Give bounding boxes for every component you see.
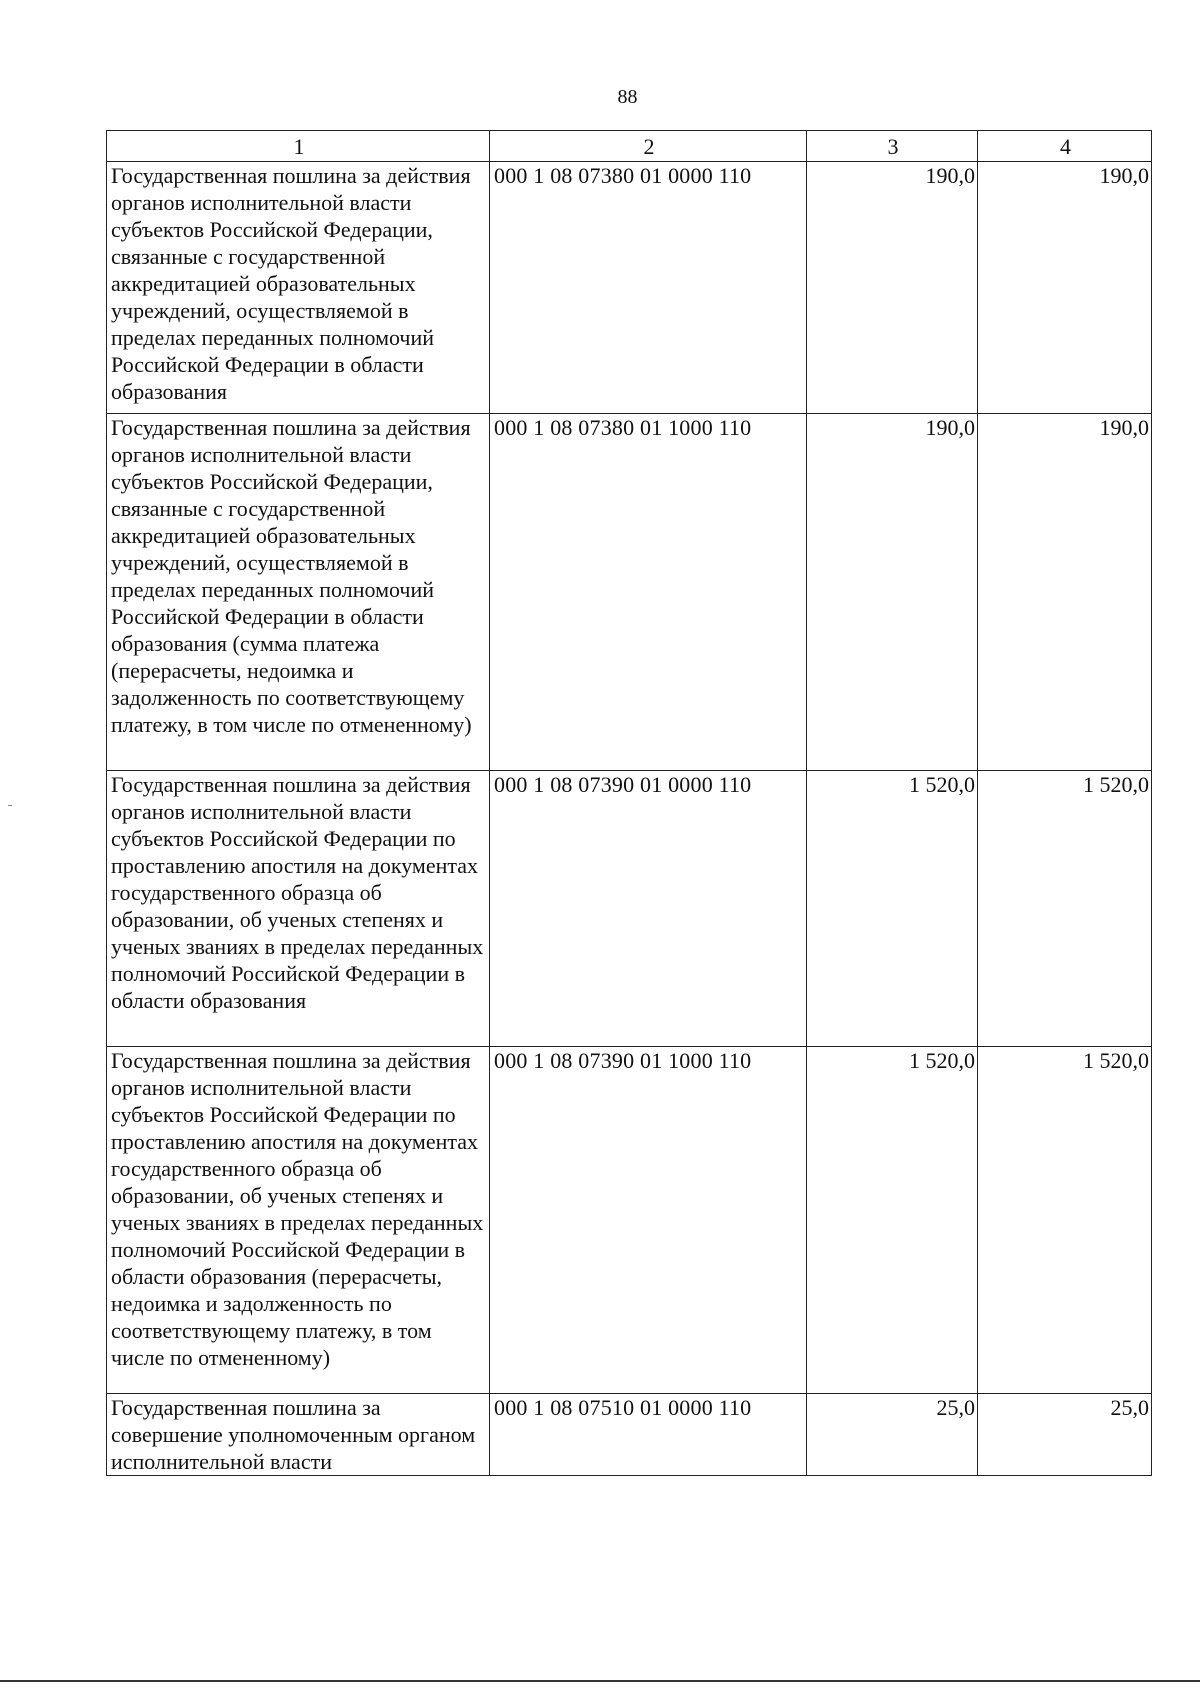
row-value-col4: 1 520,0 (978, 1047, 1152, 1394)
page-number: 88 (617, 86, 638, 108)
row-value-col3: 1 520,0 (807, 1047, 978, 1394)
table-header-row (107, 131, 1152, 162)
table-row (107, 1394, 1152, 1476)
scan-artifact (8, 805, 12, 806)
column-header-3: 3 (807, 131, 978, 162)
row-code: 000 1 08 07510 01 0000 110 (490, 1394, 807, 1476)
row-value-col4: 190,0 (978, 414, 1152, 771)
row-value-col3: 190,0 (807, 414, 978, 771)
row-description: Государственная пошлина за совершение уполномоченным органом исполнительной власти (107, 1394, 490, 1476)
table-row (107, 162, 1152, 414)
column-header-2: 2 (490, 131, 807, 162)
row-value-col4: 25,0 (978, 1394, 1152, 1476)
table-row (107, 771, 1152, 1047)
budget-table (106, 130, 1152, 1476)
row-value-col3: 25,0 (807, 1394, 978, 1476)
row-code: 000 1 08 07390 01 0000 110 (490, 771, 807, 1047)
row-value-col3: 1 520,0 (807, 771, 978, 1047)
column-header-4: 4 (978, 131, 1152, 162)
row-description: Государственная пошлина за действия органов исполнительной власти субъектов Российской Федерации, связанные с государственной аккредитацией образовательных учреждений, осуществляемой в пределах переданных полномочий Российской Федерации в области образования (сумма платежа (перерасчеты, недоимка и задолженность по соответствующему платежу, в том числе по отмененному) (107, 414, 490, 771)
row-description: Государственная пошлина за действия органов исполнительной власти субъектов Российской Федерации по проставлению апостиля на документах государственного образца об образовании, об ученых степенях и ученых званиях в пределах переданных полномочий Российской Федерации в области образования (перерасчеты, недоимка и задолженность по соответствующему платежу, в том числе по отмененному) (107, 1047, 490, 1394)
page-bottom-rule (0, 1680, 1200, 1682)
row-description: Государственная пошлина за действия органов исполнительной власти субъектов Российской Федерации, связанные с государственной аккредитацией образовательных учреждений, осуществляемой в пределах переданных полномочий Российской Федерации в области образования (107, 162, 490, 414)
row-value-col4: 1 520,0 (978, 771, 1152, 1047)
row-value-col4: 190,0 (978, 162, 1152, 414)
row-description: Государственная пошлина за действия органов исполнительной власти субъектов Российской Федерации по проставлению апостиля на документах государственного образца об образовании, об ученых степенях и ученых званиях в пределах переданных полномочий Российской Федерации в области образования (107, 771, 490, 1047)
row-value-col3: 190,0 (807, 162, 978, 414)
row-code: 000 1 08 07390 01 1000 110 (490, 1047, 807, 1394)
table-row (107, 414, 1152, 771)
table-row (107, 1047, 1152, 1394)
row-code: 000 1 08 07380 01 0000 110 (490, 162, 807, 414)
row-code: 000 1 08 07380 01 1000 110 (490, 414, 807, 771)
column-header-1: 1 (107, 131, 490, 162)
